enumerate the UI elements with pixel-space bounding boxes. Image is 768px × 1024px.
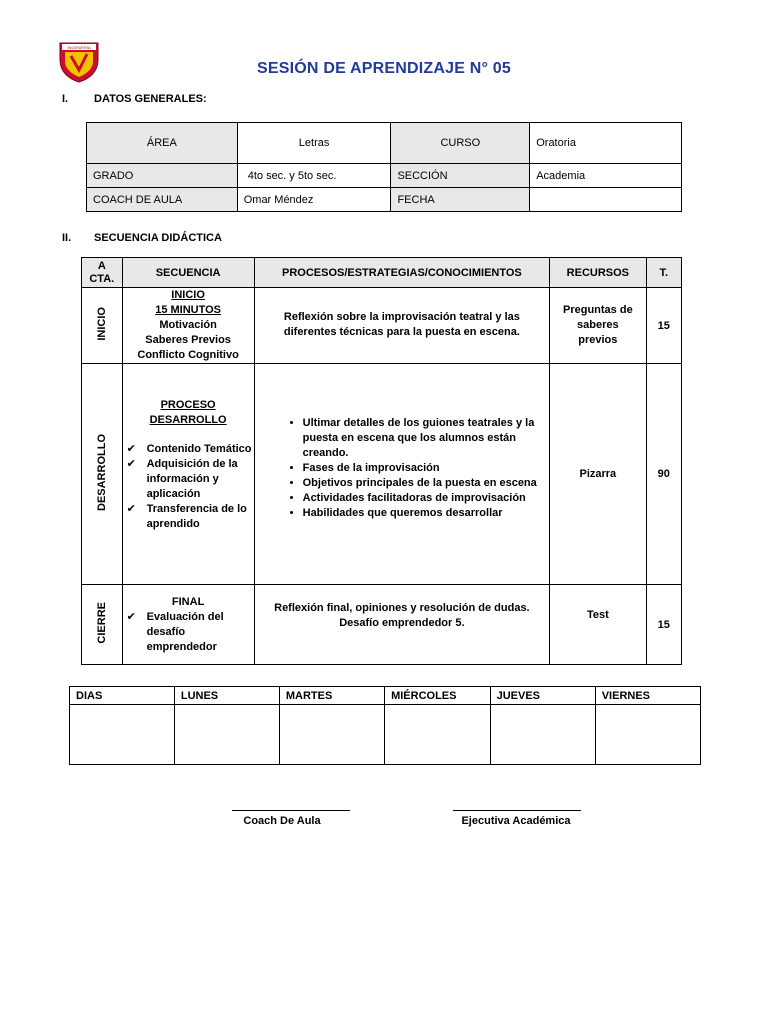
table-row	[70, 705, 701, 765]
coach-label: COACH DE AULA	[87, 188, 238, 212]
cierre-sequence: FINAL ✔ Evaluación del desafío emprendedor	[122, 585, 254, 665]
inicio-process: Reflexión sobre la improvisación teatral y las diferentes técnicas para la puesta en escena.	[254, 288, 550, 364]
desarrollo-resources: Pizarra	[550, 364, 646, 585]
desarrollo-phase: DESARROLLO	[82, 364, 123, 585]
general-data-table	[86, 122, 682, 212]
seccion-value: Academia	[530, 164, 682, 188]
table-row	[87, 123, 682, 164]
area-label: ÁREA	[87, 123, 238, 164]
day-cell	[70, 705, 175, 765]
coach-signature-label: Coach De Aula	[243, 815, 321, 827]
coach-value: Omar Méndez	[237, 188, 391, 212]
curso-label: CURSO	[391, 123, 530, 164]
day-cell	[595, 705, 700, 765]
list-item: ✔ Contenido Temático	[127, 442, 254, 457]
list-item: • Fases de la improvisación	[303, 461, 542, 476]
desarrollo-checklist	[123, 442, 254, 532]
list-item: • Habilidades que queremos desarrollar	[303, 506, 542, 521]
day-header: LUNES	[174, 687, 279, 705]
day-header: VIERNES	[595, 687, 700, 705]
sequence-table	[81, 257, 682, 665]
area-value: Letras	[237, 123, 391, 164]
list-item: • Ultimar detalles de los guiones teatrales y la puesta en escena que los alumnos están creando.	[303, 416, 542, 461]
cierre-process: Reflexión final, opiniones y resolución de dudas. Desafío emprendedor 5.	[254, 585, 550, 665]
inicio-time: 15	[646, 288, 681, 364]
col-acta: A CTA.	[82, 258, 123, 288]
grado-value: 4to sec. y 5to sec.	[237, 164, 391, 188]
cierre-phase: CIERRE	[82, 585, 123, 665]
seccion-label: SECCIÓN	[391, 164, 530, 188]
section-2-heading: II. SECUENCIA DIDÁCTICA	[62, 232, 222, 244]
table-row	[82, 364, 682, 585]
desarrollo-time: 90	[646, 364, 681, 585]
executive-signature-label: Ejecutiva Académica	[461, 815, 571, 827]
cierre-time: 15	[646, 585, 681, 665]
day-cell	[174, 705, 279, 765]
table-row	[87, 164, 682, 188]
days-table	[69, 686, 701, 765]
day-header: DIAS	[70, 687, 175, 705]
svg-text:INGENIERÍA: INGENIERÍA	[67, 45, 91, 50]
list-item: • Actividades facilitadoras de improvisación	[303, 491, 542, 506]
col-t: T.	[646, 258, 681, 288]
list-item: ✔ Transferencia de lo aprendido	[127, 502, 254, 532]
coach-signature-line	[232, 810, 350, 811]
page-title: SESIÓN DE APRENDIZAJE N° 05	[257, 60, 511, 77]
cierre-checklist	[123, 610, 254, 655]
day-cell	[279, 705, 384, 765]
day-header: MARTES	[279, 687, 384, 705]
desarrollo-bullets	[255, 416, 542, 521]
table-row	[82, 288, 682, 364]
grado-label: GRADO	[87, 164, 238, 188]
fecha-label: FECHA	[391, 188, 530, 212]
list-item: • Objetivos principales de la puesta en escena	[303, 476, 542, 491]
section-1-heading: I. DATOS GENERALES:	[62, 93, 207, 105]
table-row	[87, 188, 682, 212]
table-row	[70, 687, 701, 705]
inicio-sequence: INICIO 15 MINUTOS Motivación Saberes Previos Conflicto Cognitivo	[122, 288, 254, 364]
cierre-resources: Test	[550, 585, 646, 665]
desarrollo-process	[254, 364, 550, 585]
list-item: ✔ Evaluación del desafío emprendedor	[127, 610, 254, 655]
curso-value: Oratoria	[530, 123, 682, 164]
list-item: ✔ Adquisición de la información y aplicación	[127, 457, 254, 502]
table-row	[82, 258, 682, 288]
day-header: JUEVES	[490, 687, 595, 705]
col-secuencia: SECUENCIA	[122, 258, 254, 288]
table-row	[82, 585, 682, 665]
executive-signature-line	[453, 810, 581, 811]
inicio-resources: Preguntas de saberes previos	[550, 288, 646, 364]
inicio-phase: INICIO	[82, 288, 123, 364]
col-recursos: RECURSOS	[550, 258, 646, 288]
desarrollo-sequence: PROCESO DESARROLLO ✔ Contenido Temático ✔ Adquisición de la información y aplicación ✔ Transferencia de lo aprendido	[122, 364, 254, 585]
day-cell	[385, 705, 491, 765]
day-header: MIÉRCOLES	[385, 687, 491, 705]
fecha-value	[530, 188, 682, 212]
day-cell	[490, 705, 595, 765]
col-procesos: PROCESOS/ESTRATEGIAS/CONOCIMIENTOS	[254, 258, 550, 288]
